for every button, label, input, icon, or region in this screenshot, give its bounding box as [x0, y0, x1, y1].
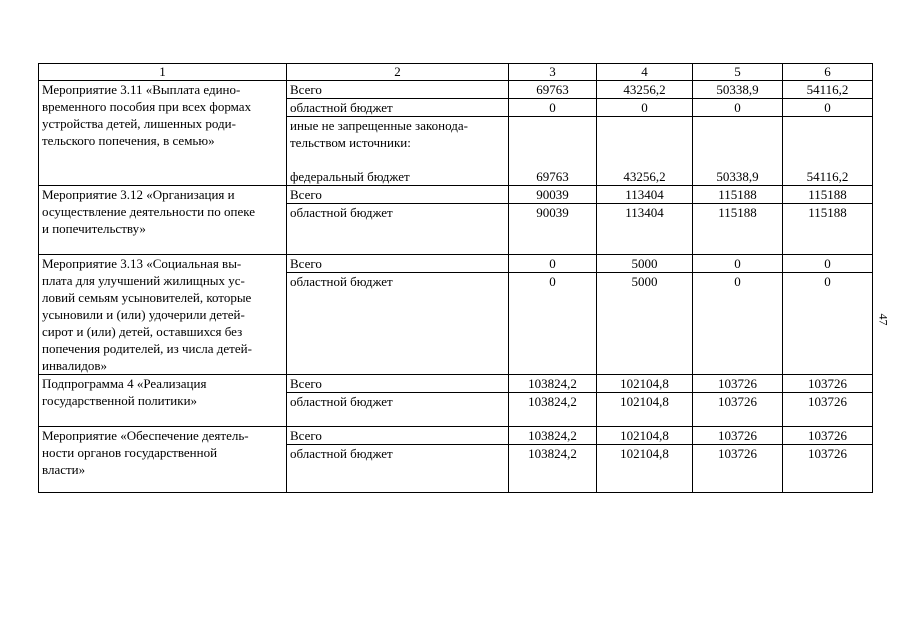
source-label: областной бюджет	[287, 99, 509, 117]
value-cell: 103824,2	[509, 393, 597, 427]
source-label: Всего	[287, 81, 509, 99]
source-label: иные не запрещенные законода- тельством источники: федеральный бюджет	[287, 117, 509, 186]
activity-name: Мероприятие 3.13 «Социальная вы- плата для улучшений жилищных ус- ловий семьям усыновителей, которые усыновили и (или) удочерили детей- сирот и (или) детей, оставшихся без попечения родителей, из числа детей- инвалидов»	[39, 255, 287, 375]
value-cell: 103726	[783, 427, 873, 445]
value-cell: 103824,2	[509, 427, 597, 445]
table-row	[39, 186, 873, 204]
table-row	[39, 255, 873, 273]
header-col-3: 3	[509, 64, 597, 81]
activity-name: Мероприятие 3.11 «Выплата едино- временного пособия при всех формах устройства детей, лишенных роди- тельского попечения, в семью»	[39, 81, 287, 186]
source-label: областной бюджет	[287, 393, 509, 427]
value-cell: 115188	[783, 186, 873, 204]
value-cell: 90039	[509, 186, 597, 204]
source-label: Всего	[287, 375, 509, 393]
value-cell: 90039	[509, 204, 597, 255]
value-cell: 69763	[509, 117, 597, 186]
source-label: Всего	[287, 427, 509, 445]
value-cell: 43256,2	[597, 117, 693, 186]
value-cell: 43256,2	[597, 81, 693, 99]
table-row	[39, 375, 873, 393]
value-cell: 103726	[783, 393, 873, 427]
source-label: областной бюджет	[287, 273, 509, 375]
value-cell: 113404	[597, 204, 693, 255]
value-cell: 0	[509, 99, 597, 117]
value-cell: 102104,8	[597, 393, 693, 427]
value-cell: 103726	[783, 445, 873, 493]
value-cell: 115188	[693, 186, 783, 204]
value-cell: 69763	[509, 81, 597, 99]
header-col-4: 4	[597, 64, 693, 81]
value-cell: 5000	[597, 273, 693, 375]
source-label: областной бюджет	[287, 445, 509, 493]
value-cell: 113404	[597, 186, 693, 204]
value-cell: 54116,2	[783, 117, 873, 186]
header-col-6: 6	[783, 64, 873, 81]
value-cell: 103726	[693, 427, 783, 445]
value-cell: 0	[783, 255, 873, 273]
value-cell: 0	[509, 255, 597, 273]
value-cell: 0	[693, 255, 783, 273]
table-row	[39, 427, 873, 445]
activity-name: Мероприятие 3.12 «Организация и осуществление деятельности по опеке и попечительству»	[39, 186, 287, 255]
value-cell: 0	[783, 99, 873, 117]
header-row	[39, 64, 873, 81]
page-number: 47	[876, 313, 891, 326]
source-label: Всего	[287, 255, 509, 273]
value-cell: 103726	[783, 375, 873, 393]
header-col-1: 1	[39, 64, 287, 81]
value-cell: 103824,2	[509, 445, 597, 493]
value-cell: 115188	[783, 204, 873, 255]
header-col-5: 5	[693, 64, 783, 81]
value-cell: 102104,8	[597, 375, 693, 393]
source-label: областной бюджет	[287, 204, 509, 255]
table-row	[39, 81, 873, 99]
value-cell: 50338,9	[693, 81, 783, 99]
value-cell: 50338,9	[693, 117, 783, 186]
value-cell: 0	[693, 273, 783, 375]
budget-table	[38, 63, 873, 493]
value-cell: 103726	[693, 375, 783, 393]
value-cell: 0	[783, 273, 873, 375]
header-col-2: 2	[287, 64, 509, 81]
value-cell: 5000	[597, 255, 693, 273]
value-cell: 103726	[693, 445, 783, 493]
value-cell: 0	[509, 273, 597, 375]
value-cell: 0	[597, 99, 693, 117]
value-cell: 0	[693, 99, 783, 117]
value-cell: 115188	[693, 204, 783, 255]
value-cell: 102104,8	[597, 427, 693, 445]
source-label: Всего	[287, 186, 509, 204]
value-cell: 54116,2	[783, 81, 873, 99]
value-cell: 103824,2	[509, 375, 597, 393]
subprogram-name: Подпрограмма 4 «Реализация государственной политики»	[39, 375, 287, 427]
value-cell: 103726	[693, 393, 783, 427]
activity-name: Мероприятие «Обеспечение деятель- ности органов государственной власти»	[39, 427, 287, 493]
value-cell: 102104,8	[597, 445, 693, 493]
